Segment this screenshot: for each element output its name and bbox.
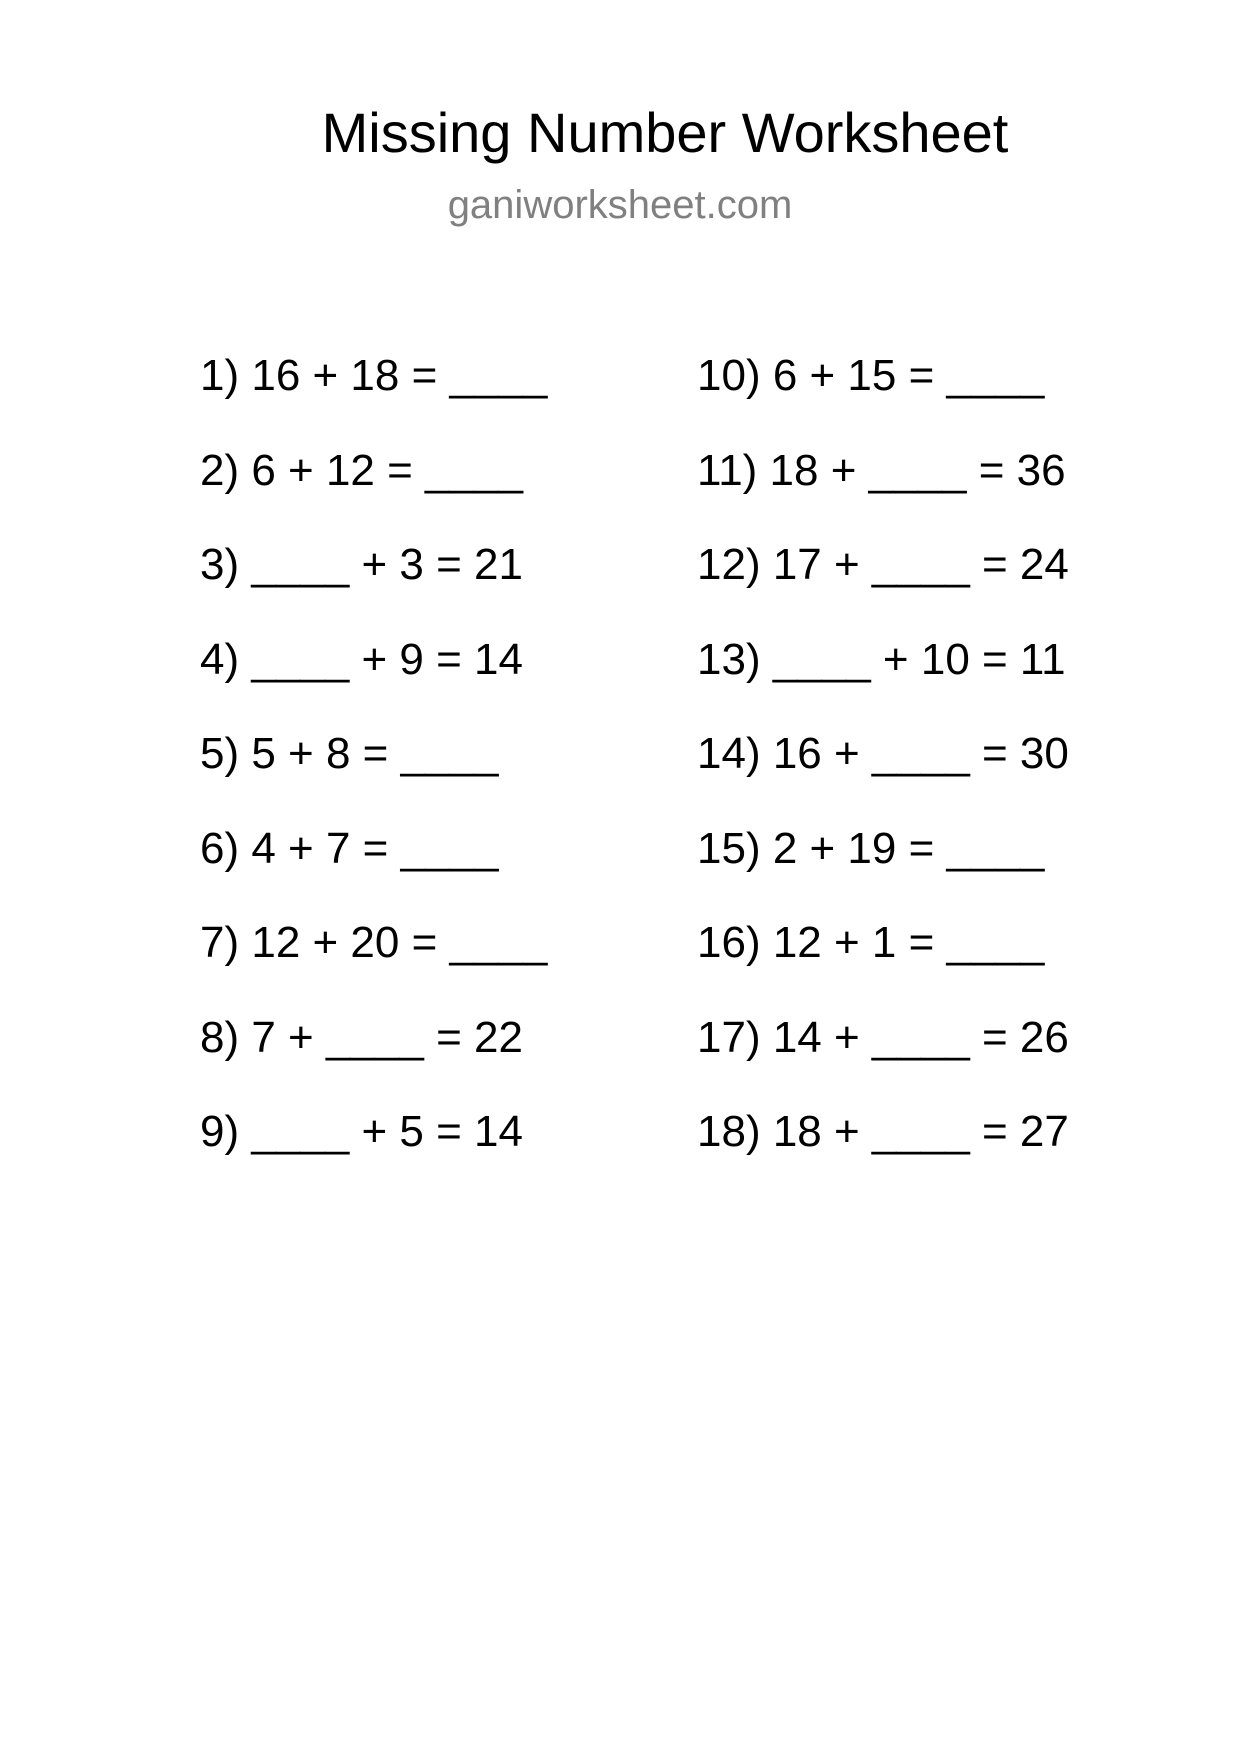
- problem-13: 13) ____ + 10 = 11: [697, 634, 1066, 684]
- problem-11: 11) 18 + ____ = 36: [697, 445, 1066, 495]
- problem-9: 9) ____ + 5 = 14: [200, 1107, 523, 1156]
- problem-14: 14) 16 + ____ = 30: [697, 729, 1069, 778]
- problem-15: 15) 2 + 19 = ____: [697, 823, 1045, 873]
- problem-12: 12) 17 + ____ = 24: [697, 540, 1069, 589]
- problem-16: 16) 12 + 1 = ____: [697, 918, 1045, 967]
- problem-4: 4) ____ + 9 = 14: [200, 634, 523, 684]
- problems-column-left: [200, 348, 547, 1199]
- problems-column-right: [697, 348, 1069, 1199]
- problem-1: 1) 16 + 18 = ____: [200, 351, 548, 400]
- problem-3: 3) ____ + 3 = 21: [200, 540, 523, 589]
- problem-7: 7) 12 + 20 = ____: [200, 918, 548, 967]
- problem-6: 6) 4 + 7 = ____: [200, 823, 499, 873]
- problem-2: 2) 6 + 12 = ____: [200, 445, 523, 495]
- problem-10: 10) 6 + 15 = ____: [697, 351, 1045, 400]
- site-subtitle: ganiworksheet.com: [447, 183, 793, 227]
- page-title: Missing Number Worksheet: [321, 101, 1009, 164]
- problem-8: 8) 7 + ____ = 22: [200, 1012, 523, 1062]
- problem-5: 5) 5 + 8 = ____: [200, 729, 499, 778]
- problem-17: 17) 14 + ____ = 26: [697, 1012, 1069, 1062]
- problem-18: 18) 18 + ____ = 27: [697, 1107, 1069, 1156]
